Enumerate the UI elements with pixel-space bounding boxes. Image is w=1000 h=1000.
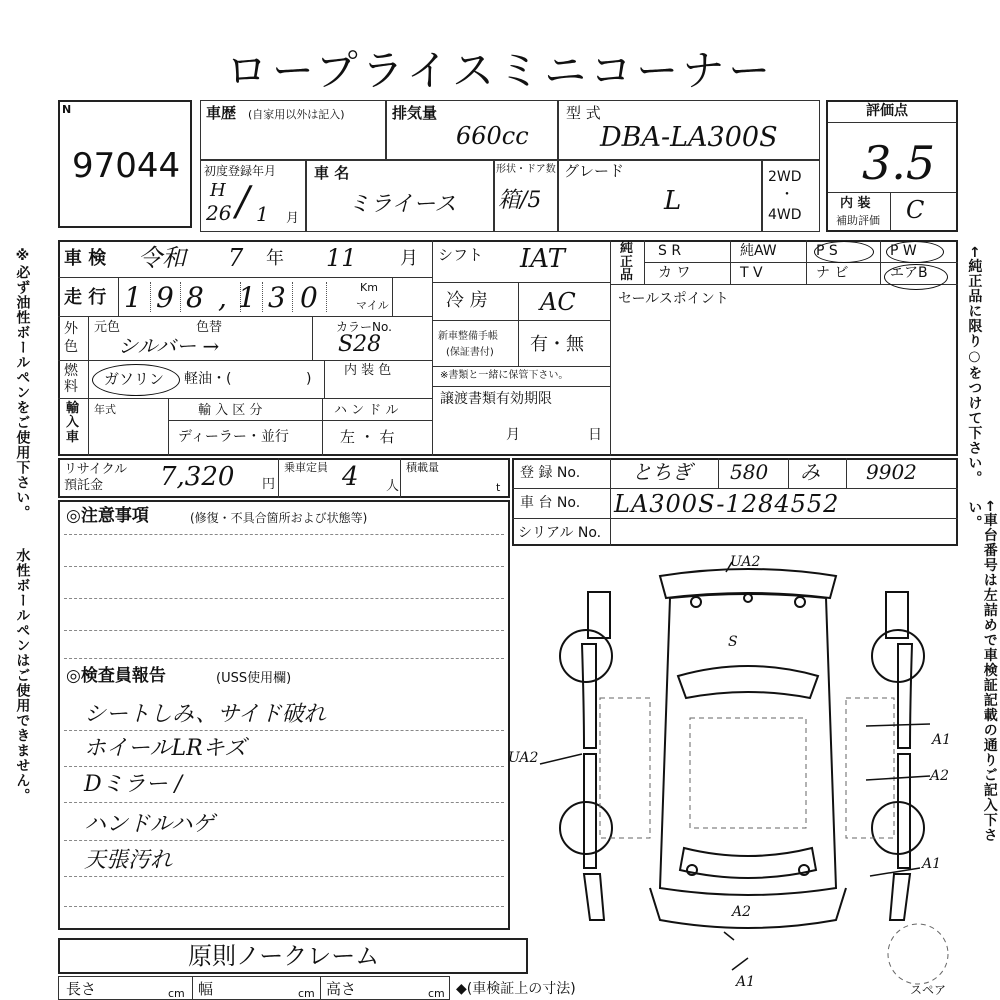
interior-color-label: 内 装 色 (344, 363, 392, 378)
mark-left-ua2: UA2 (508, 750, 539, 766)
right-notice-1: ←純正品に限り○をつけて下さい。 (966, 246, 983, 486)
capacity-value: 4 (342, 462, 359, 492)
import-handle-value: 左 ・ 右 (340, 428, 395, 446)
first-reg-label: 初度登録年月 (204, 164, 277, 178)
corner-label: N (62, 103, 72, 116)
car-name-label: 車 名 (314, 164, 350, 182)
report-line: ホイールLRキズ (84, 736, 247, 761)
displacement-value: 660cc (456, 122, 529, 150)
recycle-label-2: 預託金 (64, 478, 104, 493)
import-class-value: ディーラー・並行 (178, 429, 289, 445)
history-note: (自家用以外は記入) (248, 108, 345, 121)
history-label: 車歴 (206, 104, 237, 122)
exterior-orig-label: 元色 (94, 320, 121, 335)
mileage-digit: 3 (268, 281, 286, 314)
length-unit: cm (168, 987, 185, 1000)
mileage-digit: 1 (238, 281, 256, 314)
interior-score-value: C (906, 196, 925, 224)
load-label: 積載量 (406, 461, 439, 474)
inspection-month: 11 (326, 244, 357, 272)
mileage-separator: , (218, 281, 227, 314)
report-line: ハンドルハゲ (84, 812, 215, 837)
fuel-value: ガソリン (104, 370, 165, 388)
interior-label-1: 内 装 (840, 196, 871, 211)
equipment-item: S R (658, 243, 682, 259)
notes-sub: (修復・不具合箇所および状態等) (190, 511, 368, 525)
first-reg-month: 1 (256, 202, 269, 226)
registration-part: とちぎ (632, 460, 692, 484)
inspection-year: 7 (228, 244, 244, 272)
registration-part: 580 (730, 460, 769, 484)
equipment-item: P S (816, 243, 838, 259)
displacement-label: 排気量 (392, 104, 438, 122)
registration-part: み (800, 460, 820, 484)
dimensions-row (58, 976, 450, 1000)
mark-right-a1-top: A1 (932, 732, 952, 748)
fuel-alt: 軽油・( (184, 371, 232, 387)
equipment-item: T V (740, 265, 763, 281)
left-notice-1: ※必ず油性ボールペンをご使用下さい。 (14, 248, 31, 520)
mark-hood-s: S (728, 634, 738, 650)
inspection-era: 令和 (138, 244, 186, 272)
color-no-label: カラーNo. (336, 320, 392, 334)
aircon-label: 冷 房 (446, 290, 488, 311)
grade-value: L (664, 186, 682, 216)
airbag-circle-mark (884, 264, 948, 290)
first-reg-sep: / (236, 179, 250, 225)
dimensions-note: ◆(車検証上の寸法) (456, 981, 576, 997)
score-value: 3.5 (862, 136, 936, 190)
exterior-label-1: 外 (64, 321, 78, 337)
fuel-label-2: 料 (64, 379, 78, 395)
equipment-item: 純AW (740, 243, 777, 259)
fuel-label-1: 燃 (64, 363, 78, 379)
first-reg-month-unit: 月 (286, 211, 300, 226)
shift-label: シフト (438, 246, 484, 264)
fuel-circle-mark (92, 364, 180, 396)
equipment-item: カ ワ (658, 265, 691, 281)
registration-label: 登 録 No. (520, 465, 581, 481)
mark-front-ua2: UA2 (730, 554, 761, 570)
drive-2wd: 2WD (768, 169, 802, 185)
recycle-value: 7,320 (160, 462, 235, 492)
car-name-value: ミライース (348, 192, 457, 217)
inspection-label: 車 検 (64, 248, 107, 269)
grade-label: グレード (564, 162, 625, 180)
equipment-item: エアB (890, 265, 928, 281)
exterior-value: シルバー → (118, 334, 220, 358)
transfer-label: 譲渡書類有効期限 (440, 391, 552, 407)
equipment-item: P W (890, 243, 917, 259)
claim-label: 原則ノークレーム (188, 942, 380, 970)
mileage-digit: 8 (186, 281, 204, 314)
model-value: DBA-LA300S (600, 122, 778, 153)
length-label: 長さ (66, 980, 97, 998)
spare-label: スペア (910, 983, 947, 997)
width-label: 幅 (198, 980, 214, 998)
mileage-unit-km: Km (360, 281, 378, 294)
capacity-label: 乗車定員 (284, 461, 328, 474)
ps-circle-mark (814, 241, 874, 263)
warranty-value: 有・無 (530, 334, 584, 355)
drive-4wd: 4WD (768, 207, 802, 223)
registration-part: 9902 (866, 460, 917, 484)
aircon-value: AC (540, 288, 576, 316)
equipment-side-label: 純正品 (620, 241, 634, 284)
inspector-sub: (USS使用欄) (216, 671, 292, 686)
warranty-note: ※書類と一緒に保管下さい。 (440, 370, 569, 381)
import-year-label: 年式 (94, 403, 116, 416)
model-label: 型 式 (566, 104, 601, 122)
shape-value: 箱/5 (498, 188, 542, 213)
inspection-year-unit: 年 (266, 248, 284, 269)
report-line: Dミラー / (84, 772, 183, 797)
mark-right-a2: A2 (930, 768, 950, 784)
shift-value: IAT (520, 244, 565, 274)
exterior-label-2: 色 (64, 339, 78, 355)
recycle-label-1: リサイクル (64, 462, 128, 477)
mark-rear-a2: A2 (732, 904, 752, 920)
chassis-value: LA300S-1284552 (614, 490, 840, 518)
mileage-label: 走 行 (64, 287, 107, 308)
pw-circle-mark (886, 241, 944, 263)
exterior-change-label: 色替 (196, 320, 223, 335)
score-label: 評価点 (866, 103, 908, 119)
serial-label: シリアル No. (518, 525, 602, 541)
report-line: シートしみ、サイド破れ (84, 702, 326, 727)
lot-number: 97044 (72, 146, 181, 186)
interior-label-2: 補助評価 (836, 214, 880, 227)
fuel-close: ) (306, 371, 312, 387)
mileage-digit: 1 (124, 281, 142, 314)
import-car-label: 輸入車 (66, 401, 80, 445)
height-label: 高さ (326, 980, 357, 998)
width-unit: cm (298, 987, 315, 1000)
import-class-label: 輸 入 区 分 (198, 403, 263, 418)
mileage-unit-mile: マイル (356, 299, 389, 312)
inspection-month-unit: 月 (400, 248, 418, 269)
mark-right-a1-bottom: A1 (922, 856, 942, 872)
notes-label: ◎注意事項 (66, 506, 149, 526)
equipment-item: ナ ビ (816, 265, 849, 281)
color-no-value: S28 (338, 332, 382, 357)
sheet-title: ロープライスミニコーナー (225, 46, 775, 95)
sales-point-label: セールスポイント (618, 291, 729, 307)
shape-label: 形状・ドア数 (496, 164, 556, 175)
chassis-label: 車 台 No. (520, 495, 581, 511)
mark-bottom-a1: A1 (736, 974, 756, 990)
first-reg-year: 26 (206, 201, 232, 225)
right-notice-2: ←車台番号は左詰めで車検証記載の通りご記入下さい。 (966, 500, 998, 843)
first-reg-era: H (210, 180, 226, 201)
inspector-label: ◎検査員報告 (66, 666, 166, 686)
transfer-day: 日 (588, 427, 602, 443)
car-diagram (500, 548, 970, 1000)
import-handle-label: ハ ン ド ル (334, 403, 399, 418)
mileage-digit: 0 (300, 281, 318, 314)
left-notice-2: 水性ボールペンはご使用できません。 (14, 548, 31, 803)
drive-dot: ・ (780, 187, 794, 203)
recycle-unit: 円 (262, 477, 276, 492)
warranty-label-1: 新車整備手帳 (438, 331, 498, 342)
report-line: 天張汚れ (84, 848, 173, 873)
mileage-digit: 9 (156, 281, 174, 314)
height-unit: cm (428, 987, 445, 1000)
capacity-unit: 人 (386, 479, 400, 494)
warranty-label-2: (保証書付) (446, 347, 494, 358)
transfer-month: 月 (506, 427, 520, 443)
load-unit: t (496, 481, 501, 494)
